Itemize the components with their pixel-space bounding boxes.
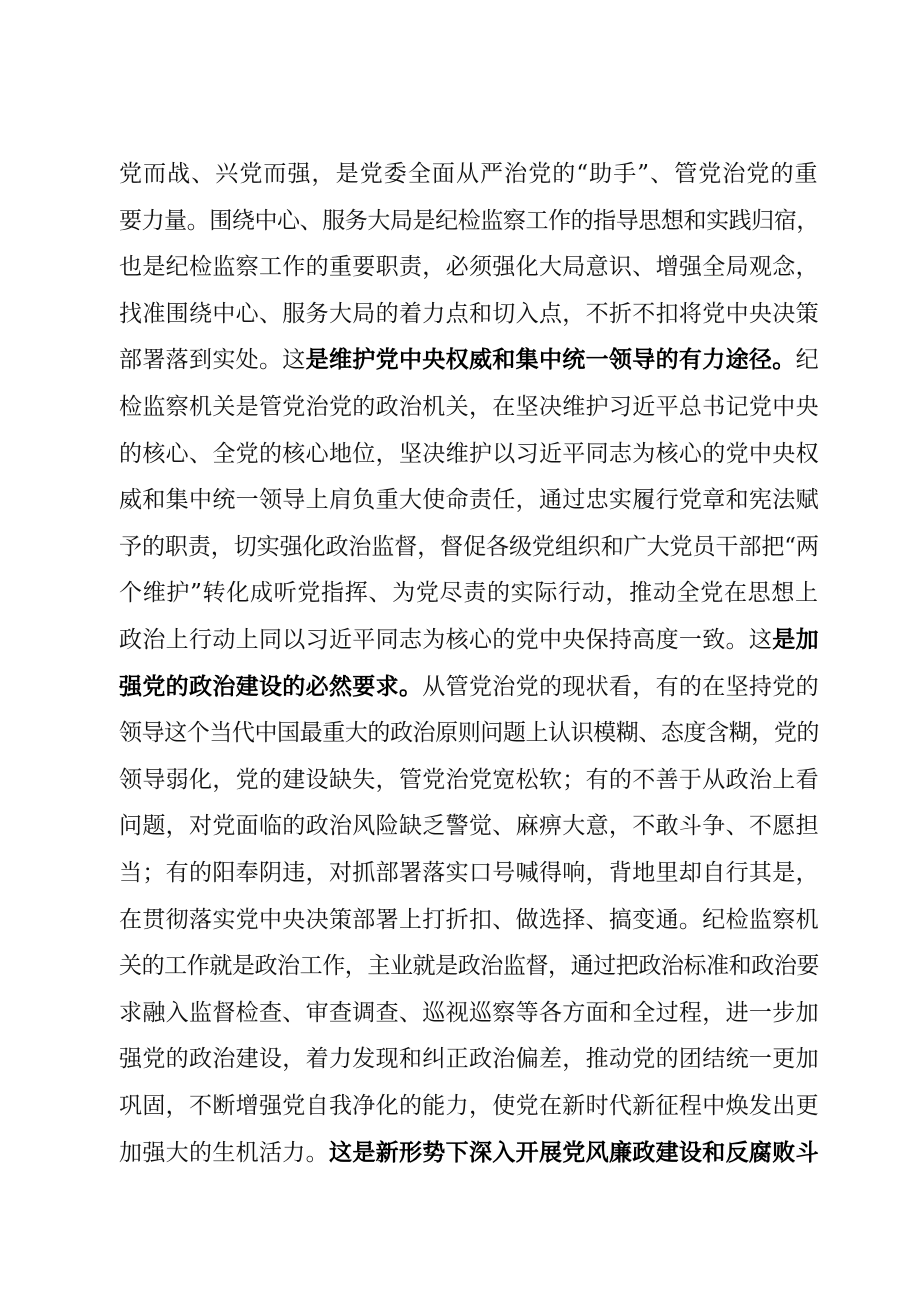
emphasis-text: 是维护党中央权威和集中统一领导的有力途径。 <box>305 347 796 374</box>
text-line <box>119 717 819 749</box>
text-line <box>119 671 819 703</box>
text-line <box>119 950 819 982</box>
line-text: 问题，对党面临的政治风险缺乏警觉、麻痹大意，不敢斗争、不愿担 <box>119 813 819 840</box>
line-text: 威和集中统一领导上肩负重大使命责任，通过忠实履行党章和宪法赋 <box>119 487 819 514</box>
line-text: 党而战、兴党而强，是党委全面从严治党的“助手”、管党治党的重 <box>119 161 819 187</box>
line-text: 政治上行动上同以习近平同志为核心的党中央保持高度一致。这 <box>119 627 773 653</box>
text-line <box>119 391 819 423</box>
text-line <box>119 857 819 889</box>
text-line <box>119 344 819 376</box>
line-text: 在贯彻落实党中央决策部署上打折扣、做选择、搞变通。纪检监察机 <box>119 906 819 933</box>
emphasis-text: 是加 <box>772 627 819 653</box>
line-text: 关的工作就是政治工作，主业就是政治监督，通过把政治标准和政治要 <box>119 953 819 980</box>
line-text: 部署落到实处。这 <box>119 347 306 374</box>
text-line <box>119 205 819 237</box>
line-text: 当；有的阳奉阴违，对抓部署落实口号喊得响，背地里却自行其是， <box>119 860 819 886</box>
text-line <box>119 298 819 330</box>
line-text: 予的职责，切实强化政治监督，督促各级党组织和广大党员干部把“两 <box>119 533 819 560</box>
text-line <box>119 624 819 656</box>
emphasis-text: 这是新形势下深入开展党风廉政建设和反腐败斗 <box>328 1139 819 1166</box>
line-text: 求融入监督检查、审查调查、巡视巡察等各方面和全过程，进一步加 <box>119 999 819 1026</box>
text-line <box>119 810 819 842</box>
text-line <box>119 997 819 1029</box>
text-line <box>119 251 819 283</box>
line-text: 强党的政治建设，着力发现和纠正政治偏差，推动党的团结统一更加 <box>119 1046 819 1073</box>
text-line <box>119 1090 819 1122</box>
text-line <box>119 158 819 190</box>
line-text: 巩固，不断增强党自我净化的能力，使党在新时代新征程中焕发出更 <box>119 1093 819 1119</box>
line-text: 检监察机关是管党治党的政治机关，在坚决维护习近平总书记党中央 <box>119 394 819 420</box>
line-text: 纪 <box>795 347 819 374</box>
line-text: 领导弱化，党的建设缺失，管党治党宽松软；有的不善于从政治上看 <box>119 766 819 793</box>
line-text: 个维护”转化成听党指挥、为党尽责的实际行动，推动全党在思想上 <box>119 580 819 607</box>
line-text: 领导这个当代中国最重大的政治原则问题上认识模糊、态度含糊，党的 <box>119 720 819 747</box>
text-line <box>119 904 819 936</box>
line-text: 要力量。围绕中心、服务大局是纪检监察工作的指导思想和实践归宿， <box>119 207 819 234</box>
line-text: 找准围绕中心、服务大局的着力点和切入点，不折不扣将党中央决策 <box>119 300 819 327</box>
text-line <box>119 1137 819 1169</box>
text-line <box>119 1043 819 1075</box>
text-line <box>119 577 819 609</box>
text-line <box>119 531 819 563</box>
line-text: 也是纪检监察工作的重要职责，必须强化大局意识、增强全局观念， <box>119 254 819 281</box>
line-text: 的核心、全党的核心地位，坚决维护以习近平同志为核心的党中央权 <box>119 440 819 467</box>
text-line <box>119 438 819 470</box>
text-line <box>119 764 819 796</box>
text-line <box>119 484 819 516</box>
line-text: 从管党治党的现状看，有的在坚持党的 <box>422 673 819 700</box>
line-text: 加强大的生机活力。 <box>119 1139 329 1166</box>
emphasis-text: 强党的政治建设的必然要求。 <box>119 673 423 700</box>
